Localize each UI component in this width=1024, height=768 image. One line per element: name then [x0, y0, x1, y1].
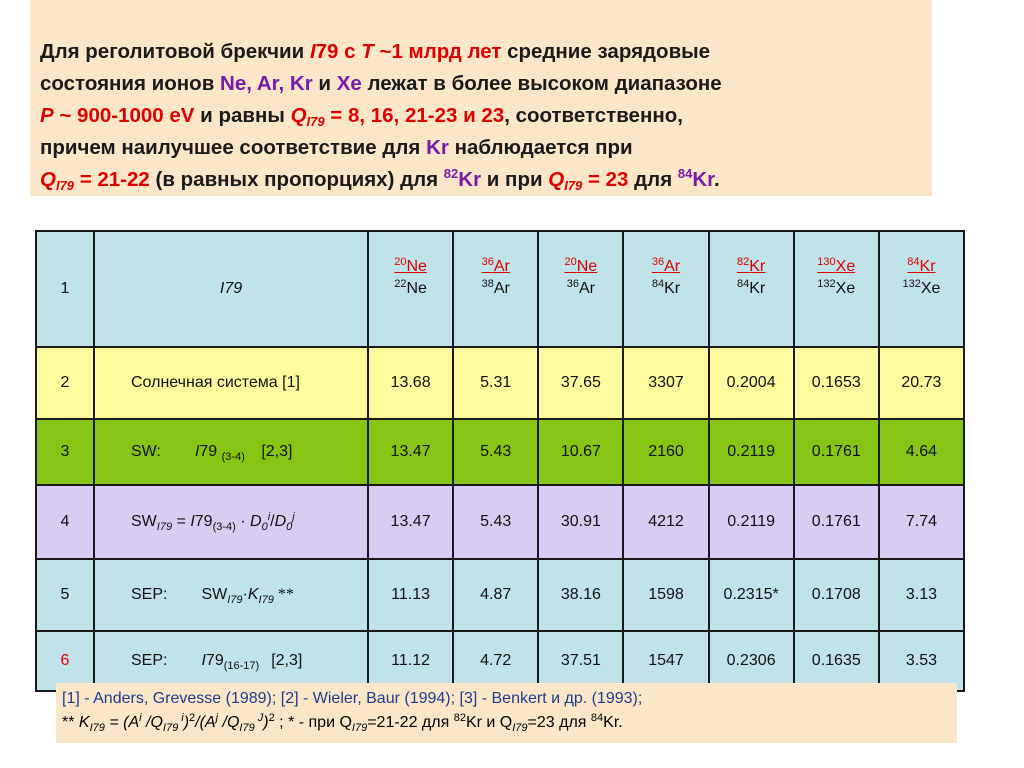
table-row [36, 419, 964, 485]
table-cell: 1547 [623, 631, 708, 691]
intro-text: Для реголитовой брекчии [40, 40, 310, 63]
table-cell: 0.1653 [794, 347, 879, 419]
table-cell: 3.13 [879, 559, 964, 631]
intro-text-box [30, 0, 932, 196]
table-cell: 13.68 [368, 347, 453, 419]
footnote-superscript: i [178, 712, 184, 724]
intro-charge-value: = 23 [582, 168, 629, 191]
footnote-mass-number: 84 [590, 712, 604, 724]
row-label-subscript: I79 [258, 594, 274, 606]
denominator-mass: 84 [651, 278, 665, 290]
table-cell: 37.65 [538, 347, 623, 419]
sample-name: I79 [219, 280, 243, 297]
row-label-subscript: 0 [261, 521, 268, 533]
table-cell: 11.12 [368, 631, 453, 691]
intro-text: и [312, 72, 337, 95]
intro-element-kr: Kr [692, 168, 714, 191]
intro-element-kr: Kr [458, 168, 482, 191]
references-line: [1] - Anders, Grevesse (1989); [2] - Wieler, Baur (1994); [3] - Benkert и др. (1993); [62, 690, 643, 707]
intro-text: лежат в более высоком диапазоне [361, 72, 722, 95]
row-label [94, 419, 368, 485]
intro-age: ~1 млрд лет [373, 40, 502, 63]
numerator-element: Ne [406, 258, 427, 275]
table-cell: 38.16 [538, 559, 623, 631]
isotope-ratio-table [35, 230, 965, 692]
denominator-element: Ar [493, 280, 510, 297]
row-number: 4 [36, 485, 94, 559]
references-box [56, 683, 957, 743]
table-row [36, 631, 964, 691]
numerator-mass: 82 [737, 256, 750, 268]
denominator-element: Kr [749, 280, 766, 297]
row-label-prefix: SW: [131, 443, 161, 460]
footnote-text: =23 для [527, 714, 591, 731]
numerator-element: Ar [493, 258, 510, 275]
row-label-dot: · [235, 513, 251, 530]
table-cell: 4.87 [453, 559, 538, 631]
table-cell: 0.2119 [709, 419, 794, 485]
row-label-slash: / [270, 513, 275, 530]
footnote-text: * - при Q [288, 714, 352, 731]
intro-line-2 [40, 68, 926, 100]
ratio-header [538, 231, 623, 347]
numerator-mass: 36 [481, 256, 494, 268]
sample-name-header [94, 231, 368, 347]
intro-text: для [628, 168, 678, 191]
row-label-sample-i: I [201, 652, 206, 669]
footnote-line [62, 711, 957, 735]
table-cell: 0.1761 [794, 419, 879, 485]
row-label-subscript: (3-4) [212, 521, 236, 533]
intro-q-symbol: Q [40, 168, 56, 191]
numerator-mass: 84 [907, 256, 920, 268]
table-cell: 11.13 [368, 559, 453, 631]
footnote-formula: ) [183, 714, 190, 731]
table-cell: 37.51 [538, 631, 623, 691]
numerator-mass: 36 [651, 256, 665, 268]
table-cell: 3307 [623, 347, 708, 419]
denominator-element: Ar [578, 280, 595, 297]
table-cell: 30.91 [538, 485, 623, 559]
intro-line-5 [40, 164, 926, 196]
intro-text: . [713, 168, 720, 191]
numerator-element: Kr [749, 258, 766, 275]
footnote-text: Kr и Q [465, 714, 513, 731]
table-cell: 5.43 [453, 419, 538, 485]
intro-charge-value: = 21-22 [74, 168, 150, 191]
table-cell: 0.2315* [709, 559, 794, 631]
footnote-subscript: I79 [239, 722, 255, 734]
table-cell: 0.1708 [794, 559, 879, 631]
intro-q-subscript: I79 [55, 178, 75, 193]
ratio-header [879, 231, 964, 347]
table-cell: 0.1761 [794, 485, 879, 559]
intro-text: и при [481, 168, 549, 191]
table-cell: 5.43 [453, 485, 538, 559]
footnote-subscript: I79 [162, 722, 179, 734]
table-cell: 0.2004 [709, 347, 794, 419]
row-label-footnote-mark: ** [273, 586, 294, 603]
ratio-header [623, 231, 708, 347]
footnote-superscript: i [139, 712, 142, 724]
table-cell: 0.1635 [794, 631, 879, 691]
table-cell: 13.47 [368, 419, 453, 485]
row-label-subscript: (3-4) [221, 451, 245, 463]
row-label-sample: 79 [205, 652, 224, 669]
intro-text: состояния ионов [40, 72, 221, 95]
footnote-subscript: I79 [89, 722, 105, 734]
row-label-superscript: i [267, 511, 271, 523]
numerator-mass: 20 [564, 256, 577, 268]
numerator-element: Ar [664, 258, 681, 275]
row-number: 2 [36, 347, 94, 419]
denominator-mass: 132 [817, 278, 836, 290]
numerator-mass: 20 [394, 256, 407, 268]
denominator-mass: 132 [902, 278, 921, 290]
intro-q-subscript: I79 [306, 114, 325, 129]
footnote-separator: ; [274, 714, 289, 731]
numerator-mass: 130 [817, 256, 836, 268]
table-cell: 10.67 [538, 419, 623, 485]
row-label [94, 559, 368, 631]
denominator-mass: 84 [737, 278, 750, 290]
table-cell: 1598 [623, 559, 708, 631]
row-label-subscript: I79 [227, 594, 243, 606]
intro-line-3 [40, 100, 926, 132]
row-label-sample-i: I [190, 513, 195, 530]
intro-text: наблюдается при [448, 136, 633, 159]
footnote-superscript: 2 [189, 712, 196, 724]
intro-sample: 79 с [315, 40, 362, 63]
row-label-prefix: SEP: [131, 586, 168, 603]
intro-text: причем наилучшее соответствие для [40, 136, 427, 159]
intro-text: , соответственно, [504, 104, 683, 127]
ratio-header [368, 231, 453, 347]
table-cell: 0.2119 [709, 485, 794, 559]
intro-text: средние зарядовые [501, 40, 711, 63]
footnote-subscript: I79 [351, 722, 368, 734]
denominator-element: Ne [406, 280, 427, 297]
intro-charge-values: = 8, 16, 21-23 и 23 [324, 104, 505, 127]
row-label-sample-i: I [194, 443, 200, 460]
table-cell: 3.53 [879, 631, 964, 691]
footnote-formula: /(A [195, 714, 216, 731]
intro-q-symbol: Q [290, 104, 307, 127]
footnote-subscript: I79 [512, 722, 528, 734]
row-number: 1 [36, 231, 94, 347]
row-label [94, 485, 368, 559]
ratio-header [453, 231, 538, 347]
row-label-subscript: (16-17) [223, 660, 260, 672]
table-cell: 4.72 [453, 631, 538, 691]
footnote-formula: = (A [104, 714, 140, 731]
row-label-sw: SW [201, 586, 228, 603]
row-label-prefix: SW [131, 513, 157, 530]
intro-text: и равны [194, 104, 291, 127]
table-header-row [36, 231, 964, 347]
intro-mass-number: 84 [677, 166, 693, 181]
row-label-sample: 79 [199, 443, 218, 460]
table-row [36, 559, 964, 631]
table-cell: 7.74 [879, 485, 964, 559]
table-cell: 4212 [623, 485, 708, 559]
row-label-subscript: I79 [156, 521, 173, 533]
ratio-header [709, 231, 794, 347]
table-cell: 5.31 [453, 347, 538, 419]
intro-q-symbol: Q [548, 168, 565, 191]
footnote-text: Kr. [603, 714, 623, 731]
row-label-equals: = [172, 513, 191, 530]
row-number: 5 [36, 559, 94, 631]
footnote-formula: /Q [218, 714, 240, 731]
row-label-superscript: j [292, 511, 295, 523]
table-row [36, 485, 964, 559]
denominator-element: Xe [835, 280, 856, 297]
footnote-superscript: j [215, 712, 219, 724]
intro-p-symbol: P [40, 104, 54, 127]
intro-energy-range: ~ 900-1000 eV [53, 104, 195, 127]
denominator-mass: 22 [394, 278, 407, 290]
row-label-dot: · [242, 586, 248, 603]
denominator-element: Xe [920, 280, 941, 297]
footnote-mass-number: 82 [453, 712, 466, 724]
numerator-element: Kr [919, 258, 936, 275]
intro-t-symbol: T [361, 40, 374, 63]
table-cell: 2160 [623, 419, 708, 485]
footnote-formula: ) [263, 714, 269, 731]
denominator-mass: 36 [566, 278, 579, 290]
table-cell: 0.2306 [709, 631, 794, 691]
row-label-reference: [2,3] [271, 652, 303, 669]
footnote-superscript: 2 [268, 712, 275, 724]
row-label-d-symbol: D [274, 513, 287, 530]
table-cell: 20.73 [879, 347, 964, 419]
row-label [94, 631, 368, 691]
numerator-element: Xe [835, 258, 856, 275]
table-row [36, 347, 964, 419]
intro-element-xe: Xe [336, 72, 362, 95]
row-number: 6 [36, 631, 94, 691]
footnote-mark: ** [62, 714, 79, 731]
intro-line-1 [40, 36, 926, 68]
intro-line-4 [40, 132, 926, 164]
row-label-sample: 79 [194, 513, 213, 530]
row-number: 3 [36, 419, 94, 485]
denominator-element: Kr [664, 280, 681, 297]
footnote-k-symbol: K [78, 714, 90, 731]
intro-elements: Ne, Ar, Kr [220, 72, 313, 95]
table-cell: 4.64 [879, 419, 964, 485]
intro-element-kr: Kr [426, 136, 449, 159]
row-label-k-symbol: K [247, 586, 259, 603]
table-cell: 13.47 [368, 485, 453, 559]
row-label: Солнечная система [1] [94, 347, 368, 419]
intro-q-subscript: I79 [564, 178, 583, 193]
row-label-d-symbol: D [250, 513, 262, 530]
footnote-formula: /Q [141, 714, 163, 731]
footnote-text: =21-22 для [367, 714, 454, 731]
numerator-element: Ne [576, 258, 598, 275]
row-label-prefix: SEP: [131, 652, 168, 669]
footnote-superscript: J [254, 712, 264, 724]
intro-text: (в равных пропорциях) для [149, 168, 444, 191]
row-label-subscript: 0 [286, 521, 293, 533]
denominator-mass: 38 [481, 278, 494, 290]
intro-mass-number: 82 [443, 166, 459, 181]
row-label-reference: [2,3] [261, 443, 293, 460]
intro-sample-italic: I [309, 40, 316, 63]
ratio-header [794, 231, 879, 347]
